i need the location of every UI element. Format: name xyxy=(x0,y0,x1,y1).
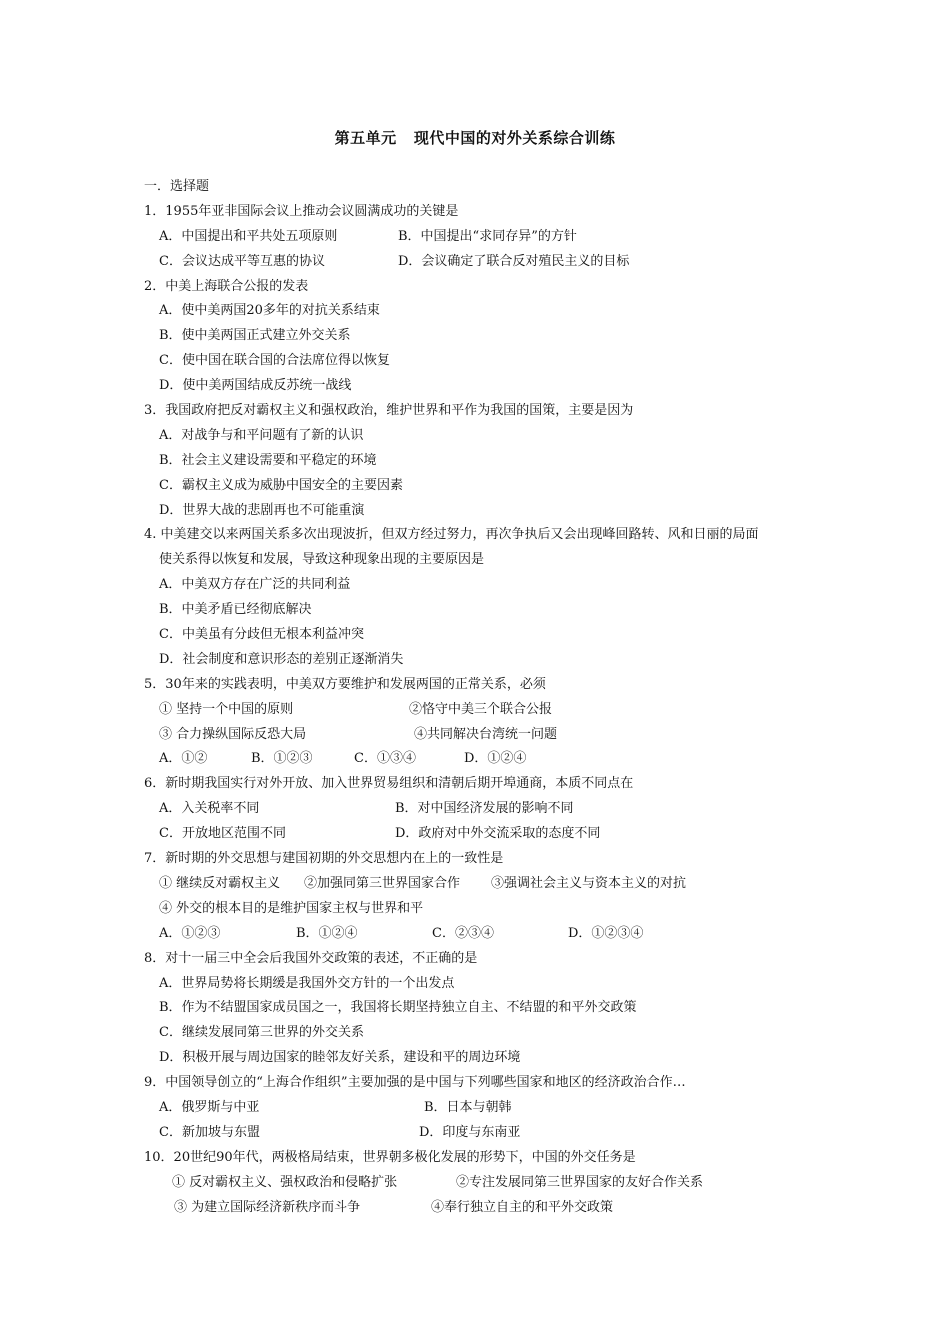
option-c: C．继续发展同第三世界的外交关系 xyxy=(159,1025,364,1041)
option-row xyxy=(144,250,824,275)
option-b: B．中国提出“求同存异”的方针 xyxy=(398,228,577,244)
question-stem: 10．20世纪90年代，两极格局结束，世界朝多极化发展的形势下，中国的外交任务是 xyxy=(144,1149,636,1165)
question-stem: 8．对十一届三中全会后我国外交政策的表述，不正确的是 xyxy=(144,950,478,966)
item-3: ③ 合力操纵国际反恐大局 xyxy=(159,726,307,742)
option-c: C．②③④ xyxy=(432,925,494,941)
option-d: D．政府对中外交流采取的态度不同 xyxy=(395,826,601,842)
option-a: A．①② xyxy=(159,751,208,767)
option-a: A．俄罗斯与中亚 xyxy=(159,1099,260,1115)
option-b: B．①②④ xyxy=(296,925,358,941)
option-c: C．中美虽有分歧但无根本利益冲突 xyxy=(159,627,364,643)
question-list xyxy=(144,175,824,1220)
item-row xyxy=(144,723,824,748)
option-b: B．使中美两国正式建立外交关系 xyxy=(159,328,351,344)
page-title: 第五单元 现代中国的对外关系综合训练 xyxy=(334,129,616,147)
option-b: B．社会主义建设需要和平稳定的环境 xyxy=(159,452,377,468)
option-b: B．作为不结盟国家成员国之一，我国将长期坚持独立自主、不结盟的和平外交政策 xyxy=(159,1000,637,1016)
option-d: D．使中美两国结成反苏统一战线 xyxy=(159,378,352,394)
option-row xyxy=(144,797,824,822)
option-row xyxy=(144,822,824,847)
option-a: A．中美双方存在广泛的共同利益 xyxy=(159,577,351,593)
question-stem: 6．新时期我国实行对外开放、加入世界贸易组织和清朝后期开埠通商，本质不同点在 xyxy=(144,776,634,792)
option-d: D．①②③④ xyxy=(568,925,644,941)
option-c: C．会议达成平等互惠的协议 xyxy=(159,253,325,269)
option-d: D．①②④ xyxy=(464,751,527,767)
option-c: C．使中国在联合国的合法席位得以恢复 xyxy=(159,353,390,369)
item-2: ②恪守中美三个联合公报 xyxy=(409,701,553,717)
option-b: B．对中国经济发展的影响不同 xyxy=(395,801,574,817)
option-a: A．使中美两国20多年的对抗关系结束 xyxy=(159,303,380,319)
option-row xyxy=(144,225,824,250)
question-stem: 1．1955年亚非国际会议上推动会议圆满成功的关键是 xyxy=(144,203,459,219)
item-4: ④共同解决台湾统一问题 xyxy=(414,726,558,742)
item-3: ③强调社会主义与资本主义的对抗 xyxy=(491,875,687,891)
item-row xyxy=(144,872,824,897)
item-4: ④奉行独立自主的和平外交政策 xyxy=(431,1199,614,1215)
option-row xyxy=(144,747,824,772)
option-a: A．世界局势将长期缓是我国外交方针的一个出发点 xyxy=(159,975,455,991)
item-row xyxy=(144,1171,824,1196)
option-c: C．开放地区范围不同 xyxy=(159,826,286,842)
question-stem: 2．中美上海联合公报的发表 xyxy=(144,278,309,294)
option-a: A．对战争与和平问题有了新的认识 xyxy=(159,427,364,443)
question-stem: 4. 中美建交以来两国关系多次出现波折，但双方经过努力，再次争执后又会出现峰回路转、风和日丽的局面 xyxy=(144,527,759,543)
item-1: ① 继续反对霸权主义 xyxy=(159,875,281,891)
item-4: ④ 外交的根本目的是维护国家主权与世界和平 xyxy=(159,900,424,916)
question-stem: 7．新时期的外交思想与建国初期的外交思想内在上的一致性是 xyxy=(144,851,504,867)
item-3: ③ 为建立国际经济新秩序而斗争 xyxy=(174,1199,361,1215)
question-stem: 5．30年来的实践表明，中美双方要维护和发展两国的正常关系，必须 xyxy=(144,676,546,692)
option-d: D．会议确定了联合反对殖民主义的目标 xyxy=(398,253,630,269)
item-2: ②专注发展同第三世界国家的友好合作关系 xyxy=(456,1174,704,1190)
option-d: D．积极开展与周边国家的睦邻友好关系，建设和平的周边环境 xyxy=(159,1050,521,1066)
option-c: C．①③④ xyxy=(354,751,416,767)
item-row xyxy=(144,1196,824,1221)
option-a: A．①②③ xyxy=(159,925,221,941)
option-b: B．日本与朝韩 xyxy=(424,1099,512,1115)
option-c: C．霸权主义成为威胁中国安全的主要因素 xyxy=(159,477,403,493)
option-row xyxy=(144,1121,824,1146)
item-1: ① 坚持一个中国的原则 xyxy=(159,701,294,717)
question-stem: 3．我国政府把反对霸权主义和强权政治，维护世界和平作为我国的国策，主要是因为 xyxy=(144,403,634,419)
option-b: B．中美矛盾已经彻底解决 xyxy=(159,602,312,618)
option-row xyxy=(144,1096,824,1121)
option-row xyxy=(144,922,824,947)
item-2: ②加强同第三世界国家合作 xyxy=(304,875,461,891)
option-d: D．印度与东南亚 xyxy=(419,1124,521,1140)
option-a: A．中国提出和平共处五项原则 xyxy=(159,228,338,244)
item-1: ① 反对霸权主义、强权政治和侵略扩张 xyxy=(172,1174,398,1190)
option-d: D．社会制度和意识形态的差别正逐渐消失 xyxy=(159,651,404,667)
option-d: D．世界大战的悲剧再也不可能重演 xyxy=(159,502,365,518)
option-c: C．新加坡与东盟 xyxy=(159,1124,260,1140)
question-stem: 9．中国领导创立的“上海合作组织”主要加强的是中国与下列哪些国家和地区的经济政治合作… xyxy=(144,1075,686,1091)
section-heading: 一．选择题 xyxy=(144,179,210,194)
option-b: B．①②③ xyxy=(251,751,313,767)
option-a: A．入关税率不同 xyxy=(159,801,260,817)
item-row xyxy=(144,698,824,723)
question-stem-continued: 使关系得以恢复和发展，导致这种现象出现的主要原因是 xyxy=(159,552,485,568)
